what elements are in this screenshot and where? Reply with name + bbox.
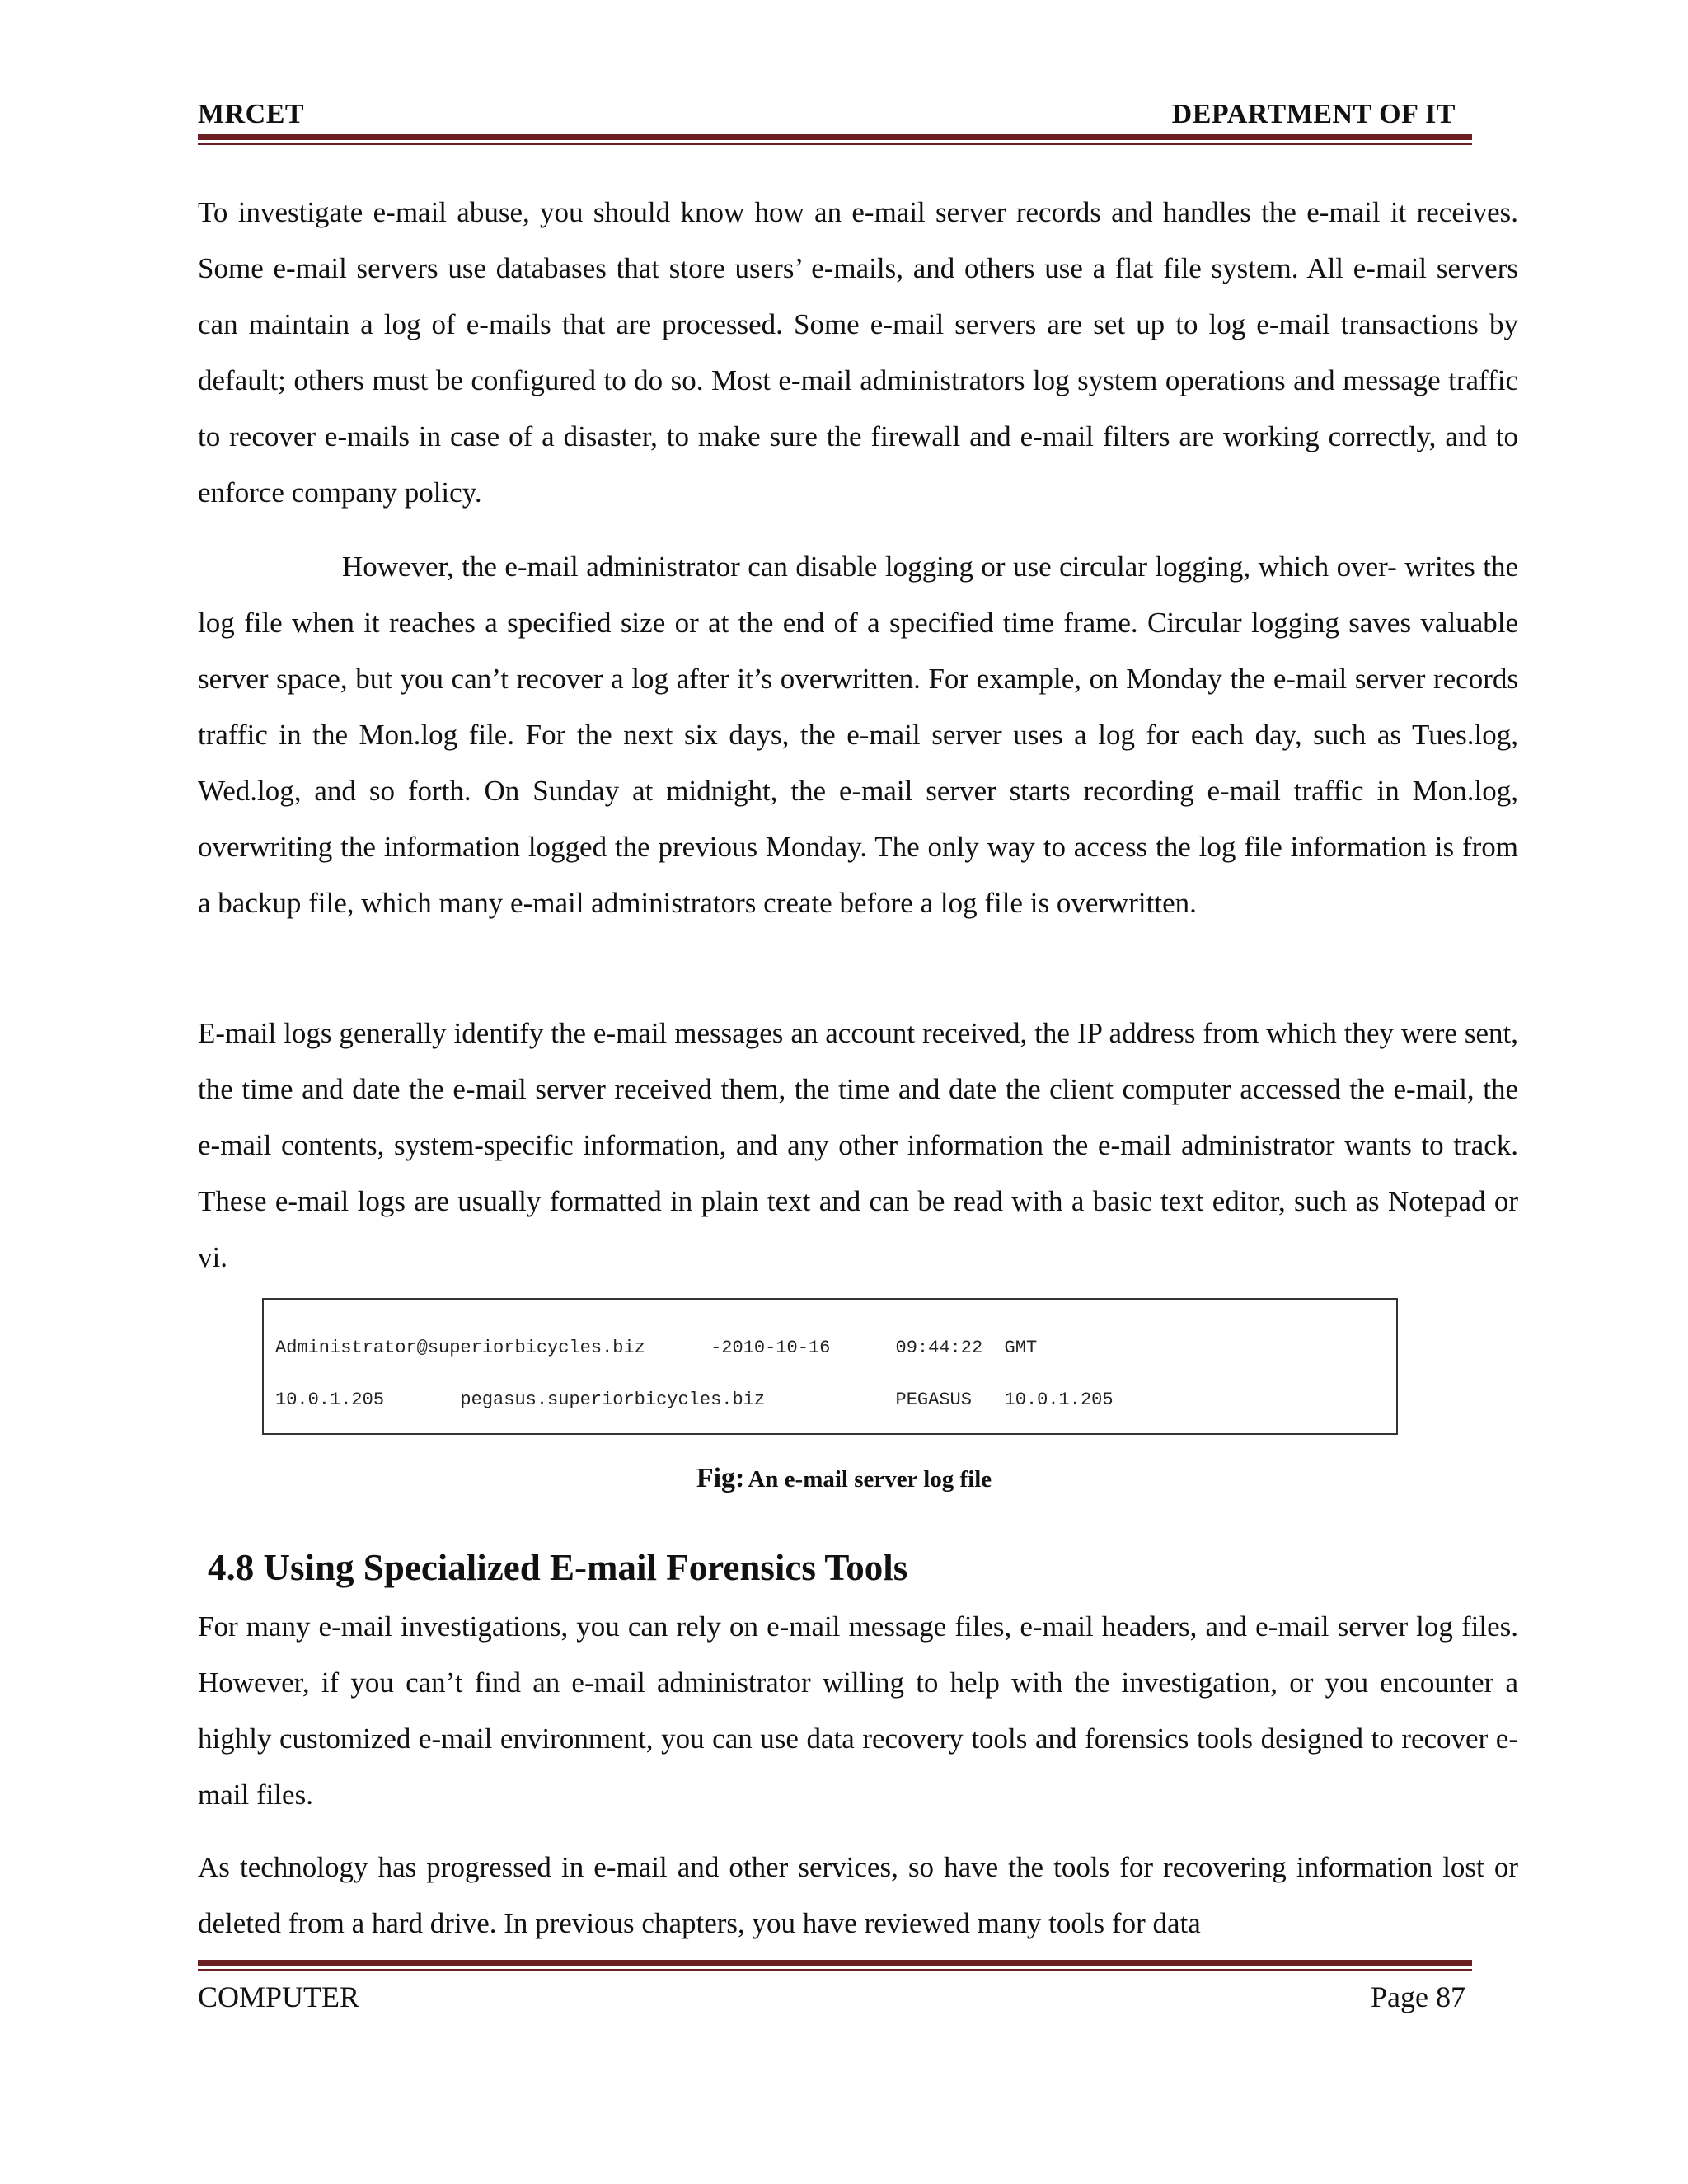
footer-left: COMPUTER xyxy=(198,1980,360,2013)
log-file-figure xyxy=(262,1298,1398,1435)
figure-caption-text: An e-mail server log file xyxy=(748,1466,992,1493)
figure-label: Fig: xyxy=(696,1463,745,1493)
header-right: DEPARTMENT OF IT xyxy=(1171,99,1456,129)
section-paragraph-2: As technology has progressed in e-mail and other services, so have the tools for recovering information lost or deleted from a hard drive. In previous chapters, you have reviewed many tools for data xyxy=(198,1851,1518,1939)
page-number: Page 87 xyxy=(1371,1980,1465,2013)
footer-rule-thick xyxy=(198,1960,1472,1966)
log-line: 10.0.1.205 pegasus.superiorbicycles.biz PEGASUS 10.0.1.205 xyxy=(275,1390,1114,1410)
section-title: 4.8 Using Specialized E-mail Forensics Tools xyxy=(208,1547,908,1588)
section-paragraph-1: For many e-mail investigations, you can rely on e-mail message files, e-mail headers, and e-mail server log files. However, if you can’t find an e-mail administrator willing to help with the investigation, or you encounter a highly customized e-mail environment, you can use data recovery tools and forensics tools designed to recover e-mail files. xyxy=(198,1610,1518,1811)
header-rule-thin xyxy=(198,143,1472,145)
paragraph-1: To investigate e-mail abuse, you should know how an e-mail server records and handles the e-mail it receives. Some e-mail servers use databases that store users’ e-mails, and others use a flat file system. All e-mail servers can maintain a log of e-mails that are processed. Some e-mail servers are set up to log e-mail transactions by default; others must be configured to do so. Most e-mail administrators log system operations and message traffic to recover e-mails in case of a disaster, to make sure the firewall and e-mail filters are working correctly, and to enforce company policy. xyxy=(198,196,1518,509)
log-line: Administrator@superiorbicycles.biz -2010-10-16 09:44:22 GMT xyxy=(275,1338,1038,1358)
paragraph-3: E-mail logs generally identify the e-mail messages an account received, the IP address from which they were sent, the time and date the e-mail server received them, the time and date the client computer accessed the e-mail, the e-mail contents, system-specific information, and any other information the e-mail administrator wants to track. These e-mail logs are usually formatted in plain text and can be read with a basic text editor, such as Notepad or vi. xyxy=(198,1017,1518,1273)
header-left: MRCET xyxy=(198,99,305,129)
figure-caption xyxy=(0,1463,1688,1494)
header-rule-thick xyxy=(198,134,1472,140)
footer-rule-thin xyxy=(198,1969,1472,1971)
paragraph-2: However, the e-mail administrator can disable logging or use circular logging, which over- writes the log file when it reaches a specified size or at the end of a specified time frame. Circular logging saves valuable server space, but you can’t recover a log after it’s overwritten. For example, on Monday the e-mail server records traffic in the Mon.log file. For the next six days, the e-mail server uses a log for each day, such as Tues.log, Wed.log, and so forth. On Sunday at midnight, the e-mail server starts recording e-mail traffic in Mon.log, overwriting the information logged the previous Monday. The only way to access the log file information is from a backup file, which many e-mail administrators create before a log file is overwritten. xyxy=(198,551,1518,919)
